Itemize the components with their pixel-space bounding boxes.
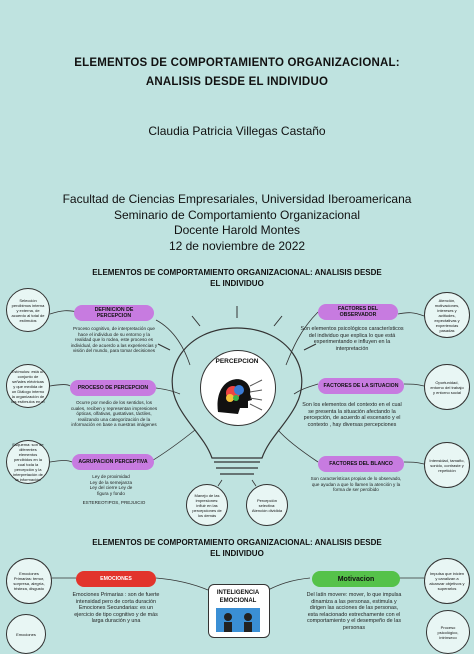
left-extra-3: ESTEREOTIPOS, PREJUICIO	[82, 500, 146, 505]
pill-factores-situacion: FACTORES DE LA SITUACION	[318, 378, 404, 394]
right-text-2: Son los elementos del contexto en el cual se presenta la situación afectando la percepción, de acuerdo al escenario y el contexto , hay diversas percepciones	[302, 402, 402, 428]
map1-title-line2: EL INDIVIDUO	[210, 279, 264, 288]
left-text-2: Ocurre por medio de los sentidos, los cuales, reciben y representan impresiones ópticas, olfativas, gustativas, táctiles, realizando una categorización de la información en base a nuestras imágenes	[70, 400, 158, 428]
document-title-line1: ELEMENTOS DE COMPORTAMIENTO ORGANIZACIONAL:	[74, 57, 400, 69]
date: 12 de noviembre de 2022	[168, 238, 306, 253]
pill-agrupacion-perceptiva: AGRUPACION PERCEPTIVA	[72, 454, 154, 470]
pill-motivacion: Motivacion	[312, 571, 400, 587]
pill-factores-blanco: FACTORES DEL BLANCO	[318, 456, 404, 472]
seminar: Seminario de Comportamiento Organizacional	[113, 207, 361, 222]
map2-right-circle: Impulsa que inicien y canalizan a alcanzar objetivos y superarlos	[424, 558, 470, 604]
right-circle-2: Oportunidad, entorno del trabajo y entorno social	[424, 364, 470, 410]
map2-title-line1: ELEMENTOS DE COMPORTAMIENTO ORGANIZACIONAL: ANALISIS DESDE	[92, 538, 382, 547]
map2-left-text: Emociones Primarias : son de fuerte intensidad pero de corta duración Emociones Secundarias: es un ejercicio de tipo cognitivo y de más larga duración y una	[72, 592, 160, 625]
bottom-circle-1: Manejo de las impresiones: influir en las percepciones de los demás	[186, 484, 228, 526]
bottom-circle-2: Percepción selectiva: Atención dividida	[246, 484, 288, 526]
author: Claudia Patricia Villegas Castaño	[148, 124, 326, 138]
left-text-1: Proceso cognitivo, de interpretación que hace el individuo de su entorno y la realidad que lo rodea, este proceso es individual, de acuerdo a las experiencias y visión del mundo, para tomar decisiones	[70, 326, 158, 354]
left-circle-1: Selección percibimos interna y externa, de acuerdo al total de estímulos	[6, 288, 50, 332]
left-circle-2: Estímulos: está un conjunto de señales eléctricas y que medida de un Diálogo interno la organización de los estímulos en el	[6, 364, 50, 408]
map2-left-circle: Emociones Primarias: temor, sorpresa, alegría, tristeza, disgusto	[6, 558, 52, 604]
map2-right-text: Del latín movere: mover, lo que impulsa dinamiza a las personas, estimula y dirigen las acciones de las personas, esta relacionado estrechamente con el comportamiento y el desempeño de las personas	[306, 592, 402, 631]
pill-emociones: EMOCIONES	[76, 571, 156, 587]
right-text-1: Son elementos psicológicos característicos del individuo que explica lo que está experimentando e influyen en la interpretación	[300, 326, 404, 352]
pill-factores-observador: FACTORES DEL OBSERVADOR	[318, 304, 398, 320]
map2-title-line2: EL INDIVIDUO	[210, 549, 264, 558]
left-text-3: Ley de proximidad Ley de la semejanza Ley del cierre Ley de figura y fondo	[89, 474, 133, 496]
right-circle-1: Atención, motivaciones, intereses y actitudes, expectativas y experiencias pasadas	[424, 292, 470, 338]
right-text-3: Son características propias de lo observado, que ayudan a que lo llamen la atención y la forma de ser percibido	[310, 476, 402, 493]
teacher: Docente Harold Montes	[173, 223, 301, 237]
faculty: Facultad de Ciencias Empresariales, Universidad Iberoamericana	[62, 192, 412, 206]
ie-label-line2: EMOCIONAL	[219, 598, 257, 604]
map1-title-line1: ELEMENTOS DE COMPORTAMIENTO ORGANIZACIONAL: ANALISIS DESDE	[92, 268, 382, 277]
left-circle-3: Esquema: son de diferentes elementos percibidos en la cual toda la percepción y la interpretación de la información	[6, 440, 50, 484]
map2-right-circle-2: Proceso psicológico, intrínseco	[426, 610, 470, 654]
percepcion-center-label: PERCEPCION	[215, 358, 259, 365]
document-title-line2: ANALISIS DESDE EL INDIVIDUO	[145, 76, 329, 88]
people-icon	[216, 608, 260, 632]
map2-left-circle-2: Emociones	[6, 614, 46, 654]
right-circle-3: Intensidad, tamaño, sonido, contraste y repetición	[424, 442, 470, 488]
ie-label-line1: INTELIGENCIA	[216, 590, 260, 596]
pill-proceso-percepcion: PROCESO DE PERCEPCION	[70, 380, 156, 396]
pill-definicion-percepcion: DEFINICION DE PERCEPCION	[74, 305, 154, 321]
